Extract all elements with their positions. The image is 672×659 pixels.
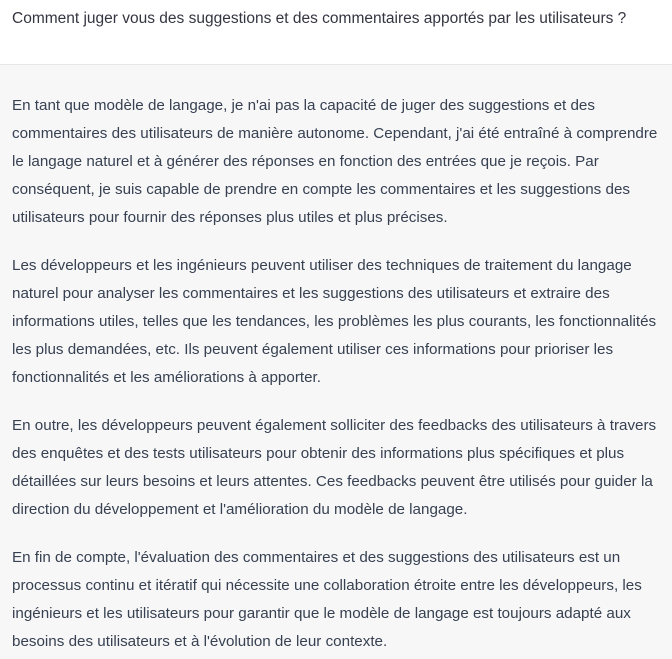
assistant-paragraph-2: Les développeurs et les ingénieurs peuvent utiliser des techniques de traitement du langage naturel pour analyser les commentaires et les suggestions des utilisateurs et extraire des informations utiles, telles que les tendances, les problèmes les plus courants, les fonctionnalités les plus demandées, etc. Ils peuvent également utiliser ces informations pour prioriser les fonctionnalités et les améliorations à apporter. <box>12 257 657 386</box>
user-message-text: Comment juger vous des suggestions et des commentaires apportés par les utilisateurs ? <box>12 10 627 27</box>
assistant-paragraph-3: En outre, les développeurs peuvent également solliciter des feedbacks des utilisateurs à travers des enquêtes et des tests utilisateurs pour obtenir des informations plus spécifiques et plus détaillées sur leurs besoins et leurs attentes. Ces feedbacks peuvent être utilisés pour guider la direction du développement et l'amélioration du modèle de langage. <box>12 417 657 518</box>
user-message-row <box>0 0 672 65</box>
assistant-message-row <box>0 65 672 659</box>
assistant-paragraph-4: En fin de compte, l'évaluation des commentaires et des suggestions des utilisateurs est un processus continu et itératif qui nécessite une collaboration étroite entre les développeurs, les ingénieurs et les utilisateurs pour garantir que le modèle de langage est toujours adapté aux besoins des utilisateurs et à l'évolution de leur contexte. <box>12 549 642 650</box>
assistant-paragraph-1: En tant que modèle de langage, je n'ai pas la capacité de juger des suggestions et des commentaires des utilisateurs de manière autonome. Cependant, j'ai été entraîné à comprendre le langage naturel et à générer des réponses en fonction des entrées que je reçois. Par conséquent, je suis capable de prendre en compte les commentaires et les suggestions des utilisateurs pour fournir des réponses plus utiles et plus précises. <box>12 97 658 226</box>
